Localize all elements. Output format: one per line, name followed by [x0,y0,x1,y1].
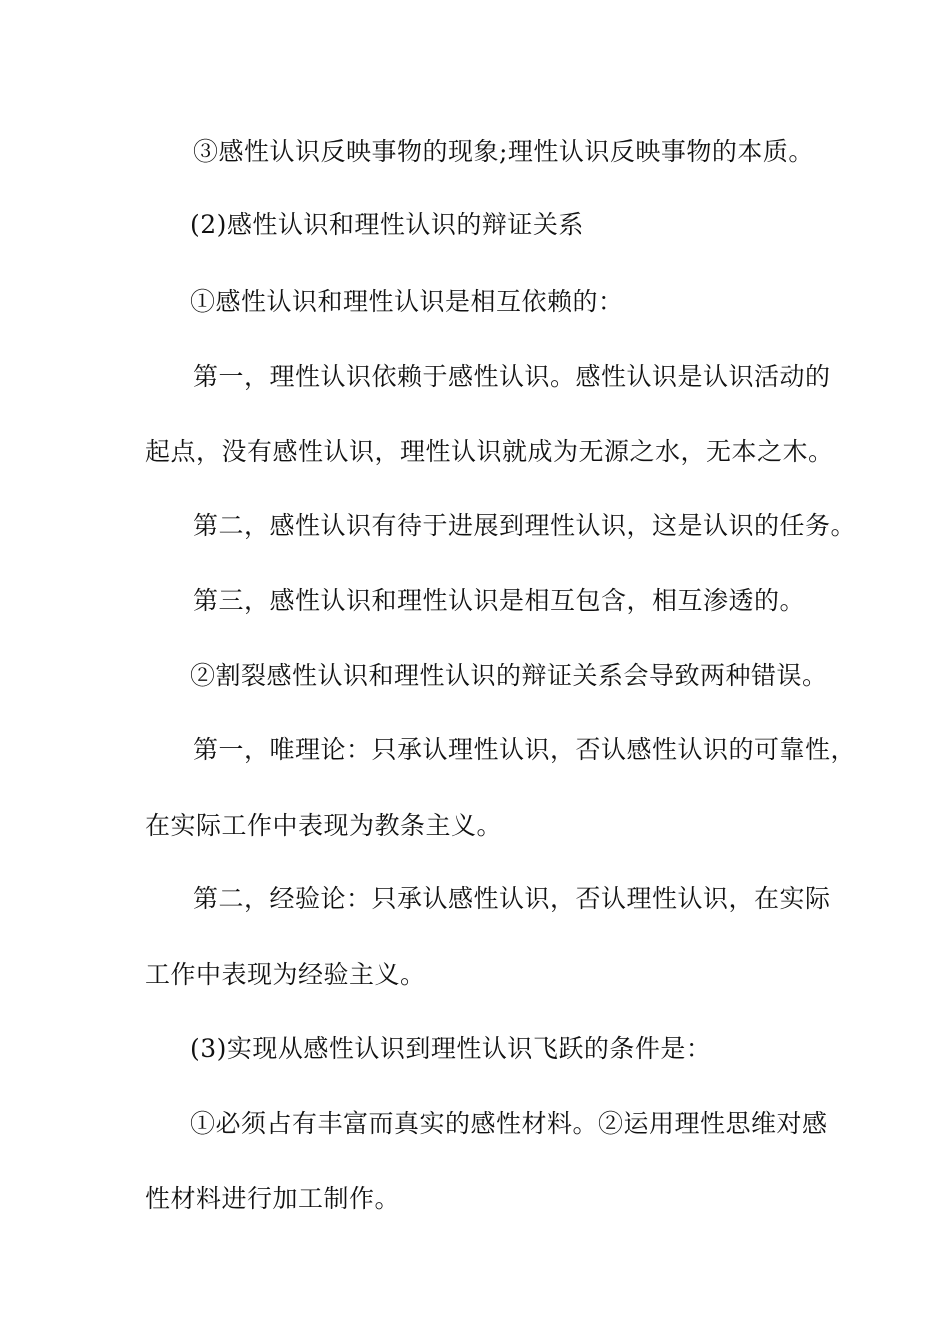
section-heading: (2)感性认识和理性认识的辩证关系 [190,210,584,239]
paragraph-line: 第三，感性认识和理性认识是相互包含，相互渗透的。 [193,586,806,615]
paragraph-line: 工作中表现为经验主义。 [145,960,426,989]
paragraph-line: 第一，理性认识依赖于感性认识。感性认识是认识活动的 [193,362,831,391]
paragraph-line: 第二，感性认识有待于进展到理性认识，这是认识的任务。 [193,511,857,540]
paragraph-line: 在实际工作中表现为教条主义。 [145,811,503,840]
paragraph-line: 第二，经验论：只承认感性认识，否认理性认识，在实际 [193,884,831,913]
paragraph-line: ③感性认识反映事物的现象;理性认识反映事物的本质。 [193,137,814,166]
paragraph-line: ②割裂感性认识和理性认识的辩证关系会导致两种错误。 [190,661,828,690]
section-heading: (3)实现从感性认识到理性认识飞跃的条件是： [190,1034,712,1063]
paragraph-line: ①感性认识和理性认识是相互依赖的： [190,287,624,316]
paragraph-line: ①必须占有丰富而真实的感性材料。②运用理性思维对感 [190,1109,828,1138]
paragraph-line: 性材料进行加工制作。 [145,1184,401,1213]
paragraph-line: 第一，唯理论：只承认理性认识，否认感性认识的可靠性， [193,735,857,764]
paragraph-line: 起点，没有感性认识，理性认识就成为无源之水，无本之木。 [145,437,834,466]
